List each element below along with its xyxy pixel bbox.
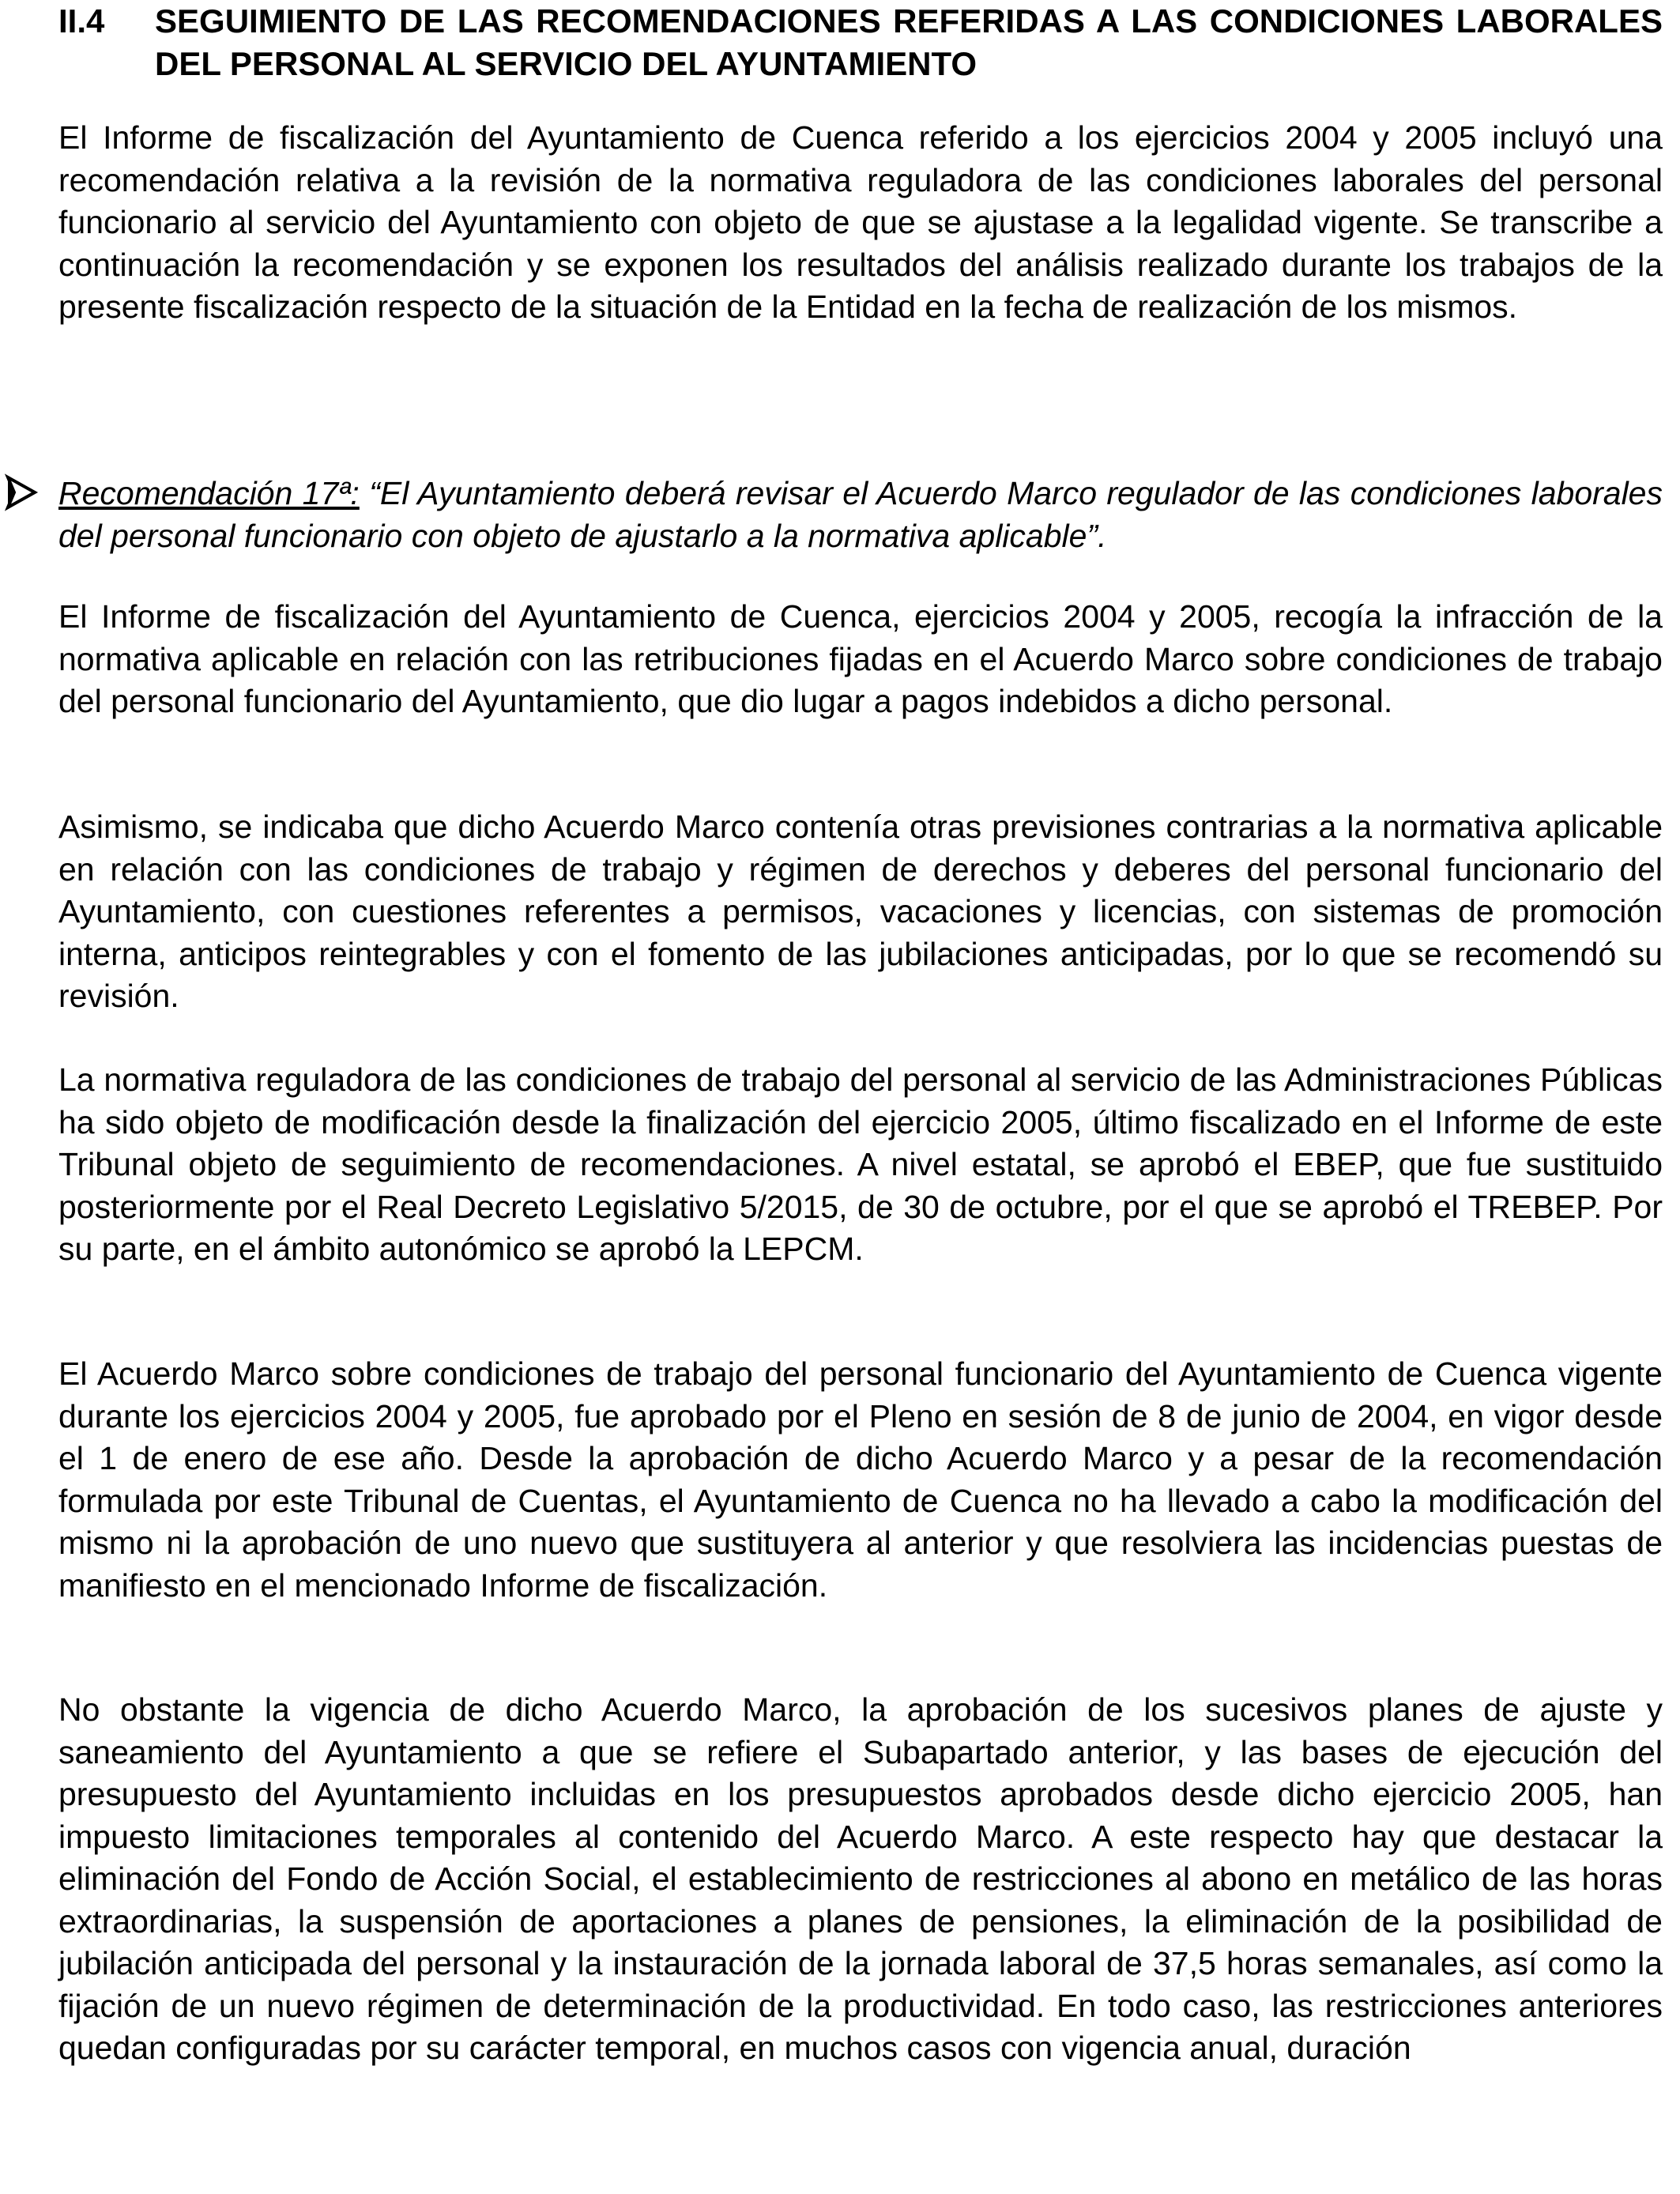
- paragraph: Asimismo, se indicaba que dicho Acuerdo Marco contenía otras previsiones contrarias a la normativa aplicable en relación con las condiciones de trabajo y régimen de derechos y deberes del personal funcionario del Ayuntamiento, con cuestiones referentes a permisos, vacaciones y licencias, con sistemas de promoción interna, anticipos reintegrables y con el fomento de las jubilaciones anticipadas, por lo que se recomendó su revisión.: [58, 809, 1663, 1014]
- section-title: SEGUIMIENTO DE LAS RECOMENDACIONES REFERIDAS A LAS CONDICIONES LABORALES DEL PERSONAL AL SERVICIO DEL AYUNTAMIENTO: [155, 2, 1663, 82]
- intro-paragraph: El Informe de fiscalización del Ayuntamiento de Cuenca referido a los ejercicios 2004 y 2005 incluyó una recomendación relativa a la revisión de la normativa reguladora de las condiciones laborales del personal funcionario al servicio del Ayuntamiento con objeto de que se ajustase a la legalidad vigente. Se transcribe a continuación la recomendación y se exponen los resultados del análisis realizado durante los trabajos de la presente fiscalización respecto de la situación de la Entidad en la fecha de realización de los mismos.: [58, 119, 1663, 325]
- paragraph: El Informe de fiscalización del Ayuntamiento de Cuenca, ejercicios 2004 y 2005, recogía la infracción de la normativa aplicable en relación con las retribuciones fijadas en el Acuerdo Marco sobre condiciones de trabajo del personal funcionario del Ayuntamiento, que dio lugar a pagos indebidos a dicho personal.: [58, 598, 1663, 719]
- paragraph: El Acuerdo Marco sobre condiciones de trabajo del personal funcionario del Ayuntamiento de Cuenca vigente durante los ejercicios 2004 y 2005, fue aprobado por el Pleno en sesión de 8 de junio de 2004, en vigor desde el 1 de enero de ese año. Desde la aprobación de dicho Acuerdo Marco y a pesar de la recomendación formulada por este Tribunal de Cuentas, el Ayuntamiento de Cuenca no ha llevado a cabo la modificación del mismo ni la aprobación de uno nuevo que sustituyera al anterior y que resolviera las incidencias puestas de manifiesto en el mencionado Informe de fiscalización.: [58, 1355, 1663, 1604]
- arrow-bullet-icon: [3, 473, 40, 512]
- recommendation-label: Recomendación 17ª:: [58, 475, 360, 511]
- recommendation-text: “El Ayuntamiento deberá revisar el Acuerdo Marco regulador de las condiciones laborales del personal funcionario con objeto de ajustarlo a la normativa aplicable”.: [58, 475, 1663, 554]
- paragraph: No obstante la vigencia de dicho Acuerdo Marco, la aprobación de los sucesivos planes de ajuste y saneamiento del Ayuntamiento a que se refiere el Subapartado anterior, y las bases de ejecución del presupuesto del Ayuntamiento incluidas en los presupuestos aprobados desde dicho ejercicio 2005, han impuesto limitaciones temporales al contenido del Acuerdo Marco. A este respecto hay que destacar la eliminación del Fondo de Acción Social, el establecimiento de restricciones al abono en metálico de las horas extraordinarias, la suspensión de aportaciones a planes de pensiones, la eliminación de la posibilidad de jubilación anticipada del personal y la instauración de la jornada laboral de 37,5 horas semanales, así como la fijación de un nuevo régimen de determinación de la productividad. En todo caso, las restricciones anteriores quedan configuradas por su carácter temporal, en muchos casos con vigencia anual, duración: [58, 1691, 1663, 2066]
- paragraph: La normativa reguladora de las condiciones de trabajo del personal al servicio de las Administraciones Públicas ha sido objeto de modificación desde la finalización del ejercicio 2005, último fiscalizado en el Informe de este Tribunal objeto de seguimiento de recomendaciones. A nivel estatal, se aprobó el EBEP, que fue sustituido posteriormente por el Real Decreto Legislativo 5/2015, de 30 de octubre, por el que se aprobó el TREBEP. Por su parte, en el ámbito autonómico se aprobó la LEPCM.: [58, 1061, 1663, 1267]
- section-heading: [58, 0, 1663, 85]
- recommendation-paragraph: [58, 473, 1663, 557]
- section-number: II.4: [58, 2, 105, 40]
